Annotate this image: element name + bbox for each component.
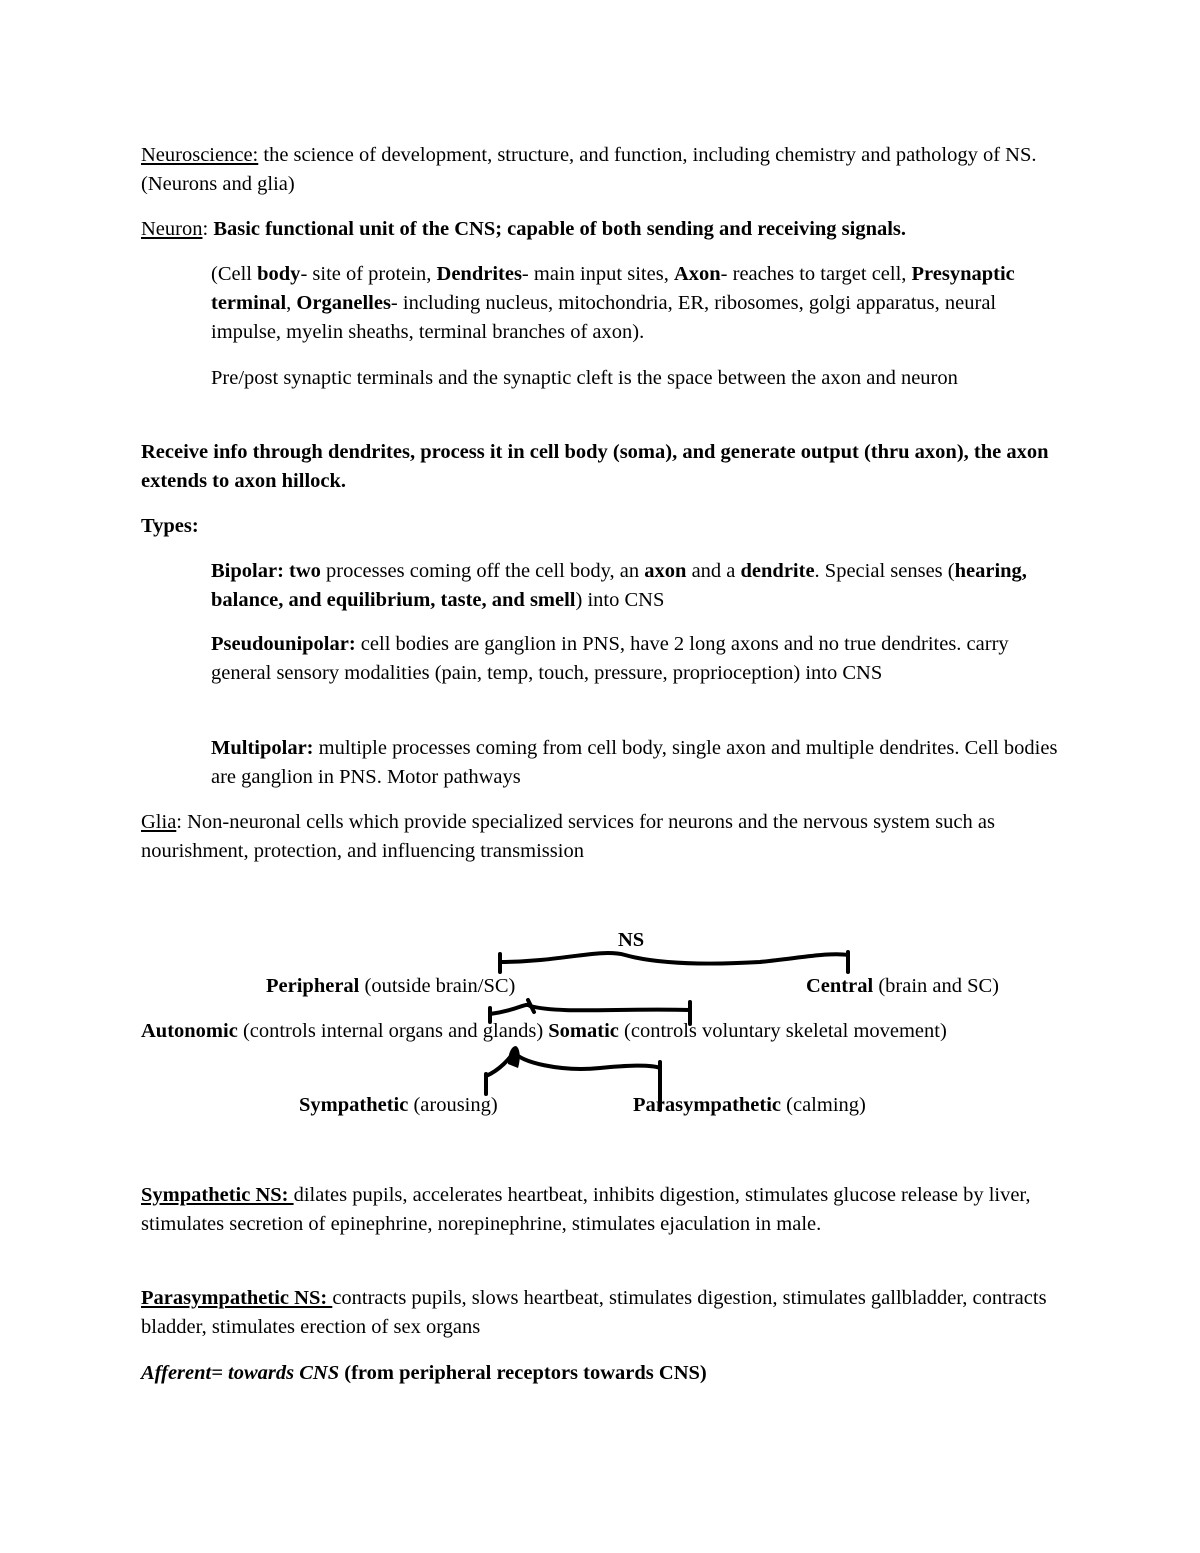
ns-text: NS <box>618 929 645 951</box>
central-term: Central <box>806 975 874 997</box>
np-t4: , <box>286 292 297 314</box>
multipolar-text: multiple processes coming from cell body, single axon and multiple dendrites. Cell bodies are ganglion in PNS. Motor pathways <box>211 737 1058 788</box>
afferent-term: Afferent= towards CNS <box>141 1362 340 1384</box>
multipolar-term: Multipolar: <box>211 737 314 759</box>
sympathetic-term: Sympathetic <box>299 1094 409 1116</box>
neuroscience-text: the science of development, structure, and function, including chemistry and pathology of NS. (Neurons and glia) <box>141 144 1037 195</box>
neuron-text: Basic functional unit of the CNS; capable of both sending and receiving signals. <box>213 218 907 240</box>
parasympathetic-term: Parasympathetic <box>633 1094 782 1116</box>
autonomic-term: Autonomic <box>141 1020 238 1042</box>
np-organelles: Organelles <box>296 292 391 314</box>
pseudounipolar-text: cell bodies are ganglion in PNS, have 2 long axons and no true dendrites. carry general sensory modalities (pain, temp, touch, pressure, proprioception) into CNS <box>211 633 1009 684</box>
np-body: body <box>257 263 301 285</box>
sympathetic-ns-text: dilates pupils, accelerates heartbeat, inhibits digestion, stimulates glucose release by liver, stimulates secretion of epinephrine, norepinephrine, stimulates ejaculation in male. <box>141 1184 1031 1235</box>
afferent-definition <box>141 1359 1061 1388</box>
neuroscience-term: Neuroscience: <box>141 144 259 166</box>
np-t1: - site of protein, <box>300 263 437 285</box>
ns-label <box>618 926 644 955</box>
sympathetic-desc: (arousing) <box>408 1094 498 1116</box>
pseudounipolar-term: Pseudounipolar: <box>211 633 356 655</box>
central-label <box>806 972 999 1001</box>
types-heading-text: Types: <box>141 515 199 537</box>
np-open: (Cell <box>211 263 258 285</box>
neuron-term: Neuron <box>141 218 203 240</box>
bipolar-t5: ) into CNS <box>575 589 665 611</box>
central-desc: (brain and SC) <box>873 975 1000 997</box>
glia-text: : Non-neuronal cells which provide specialized services for neurons and the nervous system such as nourishment, protection, and influencing transmission <box>141 811 995 862</box>
afferent-text: (from peripheral receptors towards CNS) <box>339 1362 707 1384</box>
np-dendrites: Dendrites <box>436 263 522 285</box>
bipolar-t2: processes coming off the cell body, an <box>320 560 645 582</box>
bipolar-dendrite: dendrite <box>740 560 815 582</box>
bipolar-two: two <box>289 560 321 582</box>
peripheral-label <box>266 972 515 1001</box>
bipolar-senses: hearing, balance, and equilibrium, taste, and smell <box>211 560 1027 611</box>
parasympathetic-ns-text: contracts pupils, slows heartbeat, stimulates digestion, stimulates gallbladder, contracts bladder, stimulates erection of sex organs <box>141 1287 1047 1338</box>
autonomic-somatic-line <box>141 1017 971 1046</box>
bipolar-axon: axon <box>644 560 687 582</box>
somatic-desc: (controls voluntary skeletal movement) <box>618 1020 947 1042</box>
np-axon: Axon <box>673 263 721 285</box>
parasympathetic-label <box>633 1091 866 1120</box>
np-presynaptic: Presynaptic terminal <box>211 263 1015 314</box>
sympathetic-ns-definition <box>141 1181 1061 1239</box>
ns-bracket <box>500 952 848 972</box>
sympathetic-label <box>299 1091 498 1120</box>
peripheral-term: Peripheral <box>266 975 360 997</box>
parasympathetic-ns-term: Parasympathetic NS: <box>141 1287 333 1309</box>
peripheral-desc: (outside brain/SC) <box>359 975 516 997</box>
np-t5: - including nucleus, mitochondria, ER, ribosomes, golgi apparatus, neural impulse, myelin sheaths, terminal branches of axon). <box>211 292 997 343</box>
sympathetic-ns-term: Sympathetic NS: <box>141 1184 294 1206</box>
autonomic-desc: (controls internal organs and glands) <box>237 1020 549 1042</box>
receive-info-text: Receive info through dendrites, process it in cell body (soma), and generate output (thru axon), the axon extends to axon hillock. <box>141 441 1049 492</box>
bipolar-t3: and a <box>686 560 741 582</box>
bipolar-term: Bipolar: <box>211 560 284 582</box>
np-t3: - reaches to target cell, <box>720 263 912 285</box>
parasympathetic-ns-definition <box>141 1284 1061 1342</box>
synaptic-note: Pre/post synaptic terminals and the synaptic cleft is the space between the axon and neuron <box>211 367 958 389</box>
glia-term: Glia <box>141 811 177 833</box>
neuron-colon: : <box>202 218 214 240</box>
bipolar-t4: . Special senses ( <box>814 560 955 582</box>
parasympathetic-desc: (calming) <box>781 1094 866 1116</box>
np-t2: - main input sites, <box>521 263 674 285</box>
somatic-term: Somatic <box>548 1020 619 1042</box>
